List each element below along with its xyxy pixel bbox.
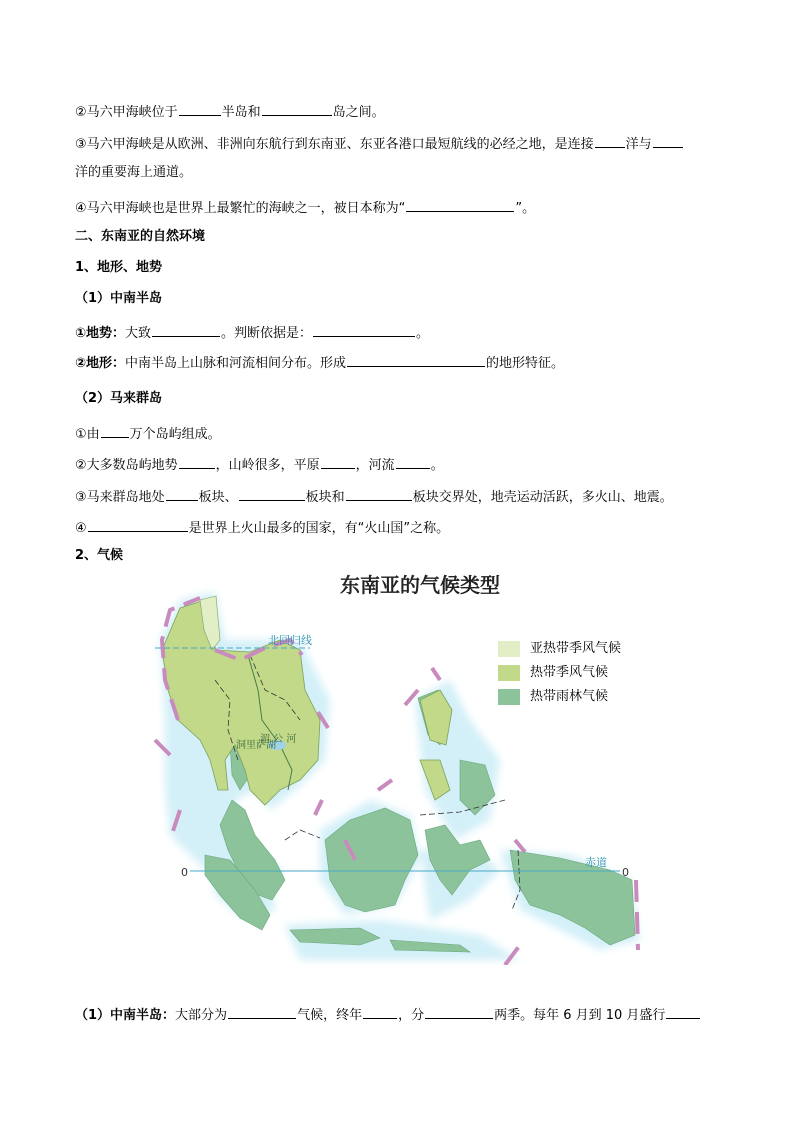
answer-blank[interactable] (595, 133, 625, 148)
answer-blank[interactable] (321, 454, 355, 469)
section-heading: 二、东南亚的自然环境 (75, 229, 206, 244)
answer-blank[interactable] (653, 133, 683, 148)
island-count-line: ①由 万个岛屿组成。 (75, 423, 221, 444)
answer-blank[interactable] (228, 1004, 296, 1019)
answer-blank[interactable] (363, 1004, 397, 1019)
legend-item: 热带雨林气候 (498, 688, 608, 706)
strait-route-line-cont: 洋的重要海上通道。 (75, 165, 193, 180)
legend-item: 亚热带季风气候 (498, 640, 621, 658)
mekong-label: 湄 公 河 (260, 734, 297, 745)
terrain-trend-line: ①地势：大致 。判断依据是： 。 (75, 322, 429, 343)
equator-zero-left: 0 (181, 866, 188, 879)
landform-line: ②地形：中南半岛上山脉和河流相间分布。形成 的地形特征。 (75, 352, 564, 373)
answer-blank[interactable] (406, 197, 514, 212)
answer-blank[interactable] (239, 486, 305, 501)
answer-blank[interactable] (346, 486, 412, 501)
climate-map (150, 565, 650, 965)
subsection-heading: 1、地形、地势 (75, 260, 163, 275)
indochina-climate-line: （1）中南半岛：大部分为 气候，终年 ，分 两季。每年 6 月到 10 月盛行 (75, 1004, 701, 1025)
strait-location-line: ②马六甲海峡位于 半岛和 岛之间。 (75, 101, 385, 122)
map-title: 东南亚的气候类型 (340, 573, 500, 597)
volcano-country-line: ④ 是世界上火山最多的国家，有“火山国”之称。 (75, 517, 449, 538)
legend-swatch (498, 665, 520, 681)
answer-blank[interactable] (166, 486, 198, 501)
island-terrain-line: ②大多数岛屿地势 ，山岭很多，平原 ，河流 。 (75, 454, 444, 475)
malay-archipelago-heading: （2）马来群岛 (75, 391, 163, 406)
plate-boundary-line: ③马来群岛地处 板块、 板块和 板块交界处，地壳运动活跃，多火山、地震。 (75, 486, 673, 507)
answer-blank[interactable] (179, 454, 215, 469)
legend-item: 热带季风气候 (498, 664, 608, 682)
tropic-label: 北回归线 (268, 634, 312, 647)
answer-blank[interactable] (666, 1004, 700, 1019)
equator-zero-right: 0 (622, 866, 629, 879)
answer-blank[interactable] (425, 1004, 493, 1019)
legend-swatch (498, 641, 520, 657)
indochina-heading: （1）中南半岛 (75, 291, 163, 306)
strait-busy-line: ④马六甲海峡也是世界上最繁忙的海峡之一，被日本称为“ ”。 (75, 197, 535, 218)
strait-route-line: ③马六甲海峡是从欧洲、非洲向东航行到东南亚、东亚各港口最短航线的必经之地，是连接 洋与 (75, 133, 684, 154)
answer-blank[interactable] (313, 322, 415, 337)
answer-blank[interactable] (88, 517, 188, 532)
answer-blank[interactable] (262, 101, 332, 116)
answer-blank[interactable] (179, 101, 221, 116)
answer-blank[interactable] (347, 352, 485, 367)
lake-label: 洞里萨湖 (236, 740, 276, 751)
legend-swatch (498, 689, 520, 705)
answer-blank[interactable] (152, 322, 220, 337)
equator-label: 赤道 (585, 856, 607, 869)
climate-heading: 2、气候 (75, 548, 124, 563)
answer-blank[interactable] (396, 454, 430, 469)
answer-blank[interactable] (101, 423, 129, 438)
